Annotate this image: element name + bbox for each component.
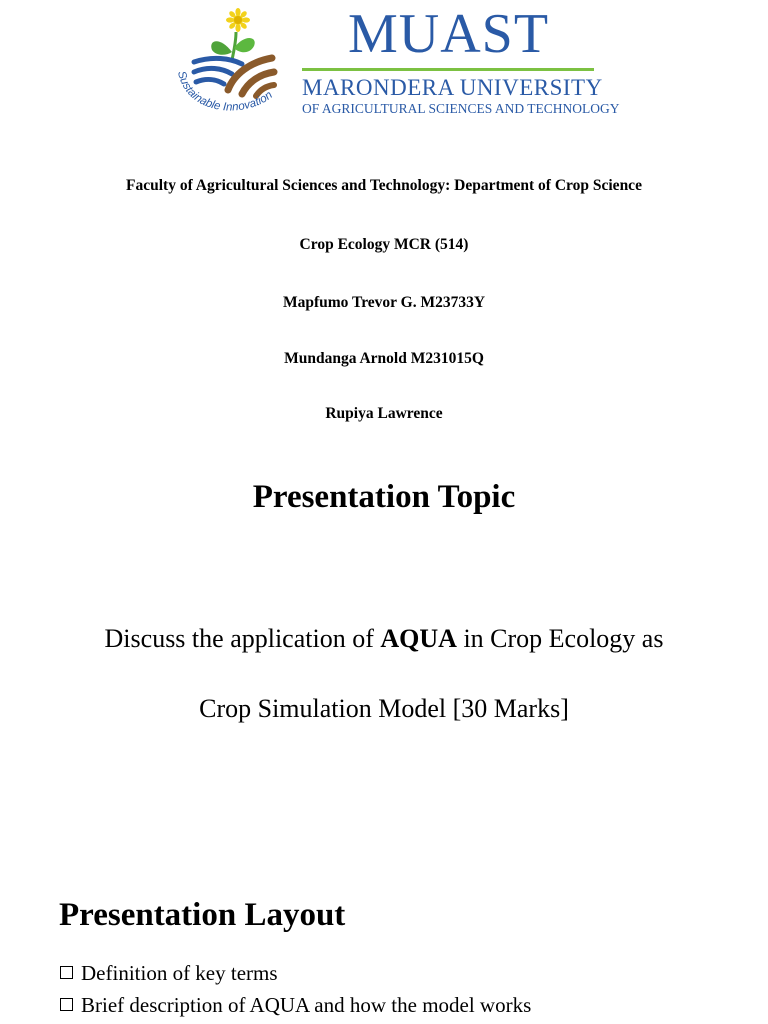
university-logo bbox=[172, 3, 620, 122]
list-item-text: Definition of key terms bbox=[81, 961, 278, 985]
checkbox-bullet-icon bbox=[60, 998, 73, 1011]
course-line: Crop Ecology MCR (514) bbox=[299, 236, 469, 253]
member-name: Rupiya Lawrence bbox=[325, 405, 443, 422]
list-item-text: Brief description of AQUA and how the model works bbox=[81, 993, 532, 1017]
member-name: Mapfumo Trevor G. M23733Y bbox=[282, 294, 486, 311]
question-line-2: Crop Simulation Model [30 Marks] bbox=[199, 694, 569, 723]
faculty-line: Faculty of Agricultural Sciences and Technology: Department of Crop Science bbox=[126, 177, 642, 194]
question-line-1 bbox=[0, 623, 768, 655]
question-text: in Crop Ecology as bbox=[456, 624, 664, 653]
university-name: MARONDERA UNIVERSITY bbox=[302, 75, 603, 100]
logo-divider bbox=[302, 68, 594, 71]
checkbox-bullet-icon bbox=[60, 966, 73, 979]
logo-motto: Sustainable Innovation bbox=[174, 69, 275, 114]
university-subtitle: OF AGRICULTURAL SCIENCES AND TECHNOLOGY bbox=[302, 101, 620, 116]
university-acronym: MUAST bbox=[348, 3, 550, 65]
question-text: Discuss the application of bbox=[104, 624, 381, 653]
member-name: Mundanga Arnold M231015Q bbox=[284, 350, 484, 367]
layout-heading: Presentation Layout bbox=[59, 897, 346, 933]
list-item bbox=[60, 960, 278, 986]
topic-heading: Presentation Topic bbox=[252, 479, 516, 515]
plant-emblem-icon bbox=[172, 6, 294, 122]
list-item bbox=[60, 992, 531, 1018]
question-keyword: AQUA bbox=[380, 624, 457, 653]
